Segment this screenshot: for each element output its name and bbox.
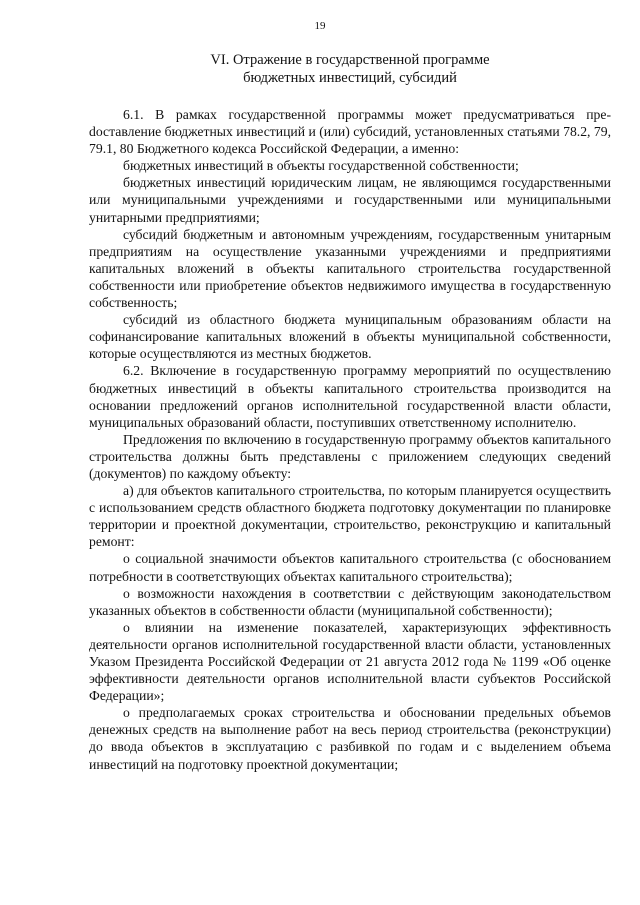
list-item-construction-terms: о предполагаемых сроках строительства и обосновании предельных объемов денежных средств на выполнение работ на весь период строительства (реконструкции) до ввода объектов в эксплуатацию с разбивкой по годам и с выделением объема инвестиций на подготовку проектной документации; xyxy=(89,705,611,772)
list-item-social-significance: о социальной значимости объектов капитального строительства (с обоснованием потребности в соответствующих объектах капитального строительства); xyxy=(89,551,611,584)
section-heading-line-2: бюджетных инвестиций, субсидий xyxy=(243,70,457,86)
list-item-subsidies-municipalities: субсидий из областного бюджета муниципальным образованиям области на софинансирование капитальных вложений в объекты муниципальной собственности, которые осуществляются из местных бюджетов. xyxy=(89,312,611,362)
paragraph-6-1: 6.1. В рамках государственной программы может предусматриваться преdоставление бюджетных инвестиций и (или) субсидий, установленных статьями 78.2, 79, 79.1, 80 Бюджетного кодекса Российской Федерации, а именно: xyxy=(89,107,612,157)
paragraph-6-2: 6.2. Включение в государственную программу мероприятий по осуществлению бюджетных инвестиций в объекты капитального строительства производится на основании предложений органов исполнительной государственной власти области, муниципальных образований области, поступивших ответственному исполнителю. xyxy=(89,363,611,430)
list-item-budget-investments-legal-entities: бюджетных инвестиций юридическим лицам, не являющимся государственными или муниципальными учреждениями и государственными или муниципальными унитарными предприятиями; xyxy=(89,175,611,225)
paragraph-item-a: а) для объектов капитального строительства, по которым планируется осуществить с использованием средств областного бюджета подготовку документации по планировке территории и проектной документации, строительство, реконструкцию и капитальный ремонт: xyxy=(89,483,611,550)
page-number: 19 xyxy=(314,20,326,32)
list-item-efficiency-indicators: о влиянии на изменение показателей, характеризующих эффективность деятельности органов исполнительной государственной власти области, установленных Указом Президента Российской Федерации от 21 августа 2012 года № 1199 «Об оценке эффективности деятельности органов исполнительной власти субъектов Российской Федерации»; xyxy=(89,619,611,704)
body-text xyxy=(89,106,611,773)
section-heading-line-1: VI. Отражение в государственной программе xyxy=(210,52,490,68)
paragraph-proposals: Предложения по включению в государственную программу объектов капитального строительства должны быть представлены с приложением следующих сведений (документов) по каждому объекту: xyxy=(89,431,611,481)
list-item-subsidies-institutions: субсидий бюджетным и автономным учреждениям, государственным унитарным предприятиям на осуществление указанными учреждениями и предприятиями капитальных вложений в объекты капитального строительства государственной собственности или приобретение объектов недвижимого имущества в государственную собственность; xyxy=(89,226,611,311)
list-item-budget-investments-state-property: бюджетных инвестиций в объекты государственной собственности; xyxy=(123,158,519,174)
list-item-ownership-possibility: о возможности нахождения в соответствии с действующим законодательством указанных объектов в собственности области (муниципальной собственности); xyxy=(89,585,611,618)
section-heading xyxy=(60,51,640,87)
